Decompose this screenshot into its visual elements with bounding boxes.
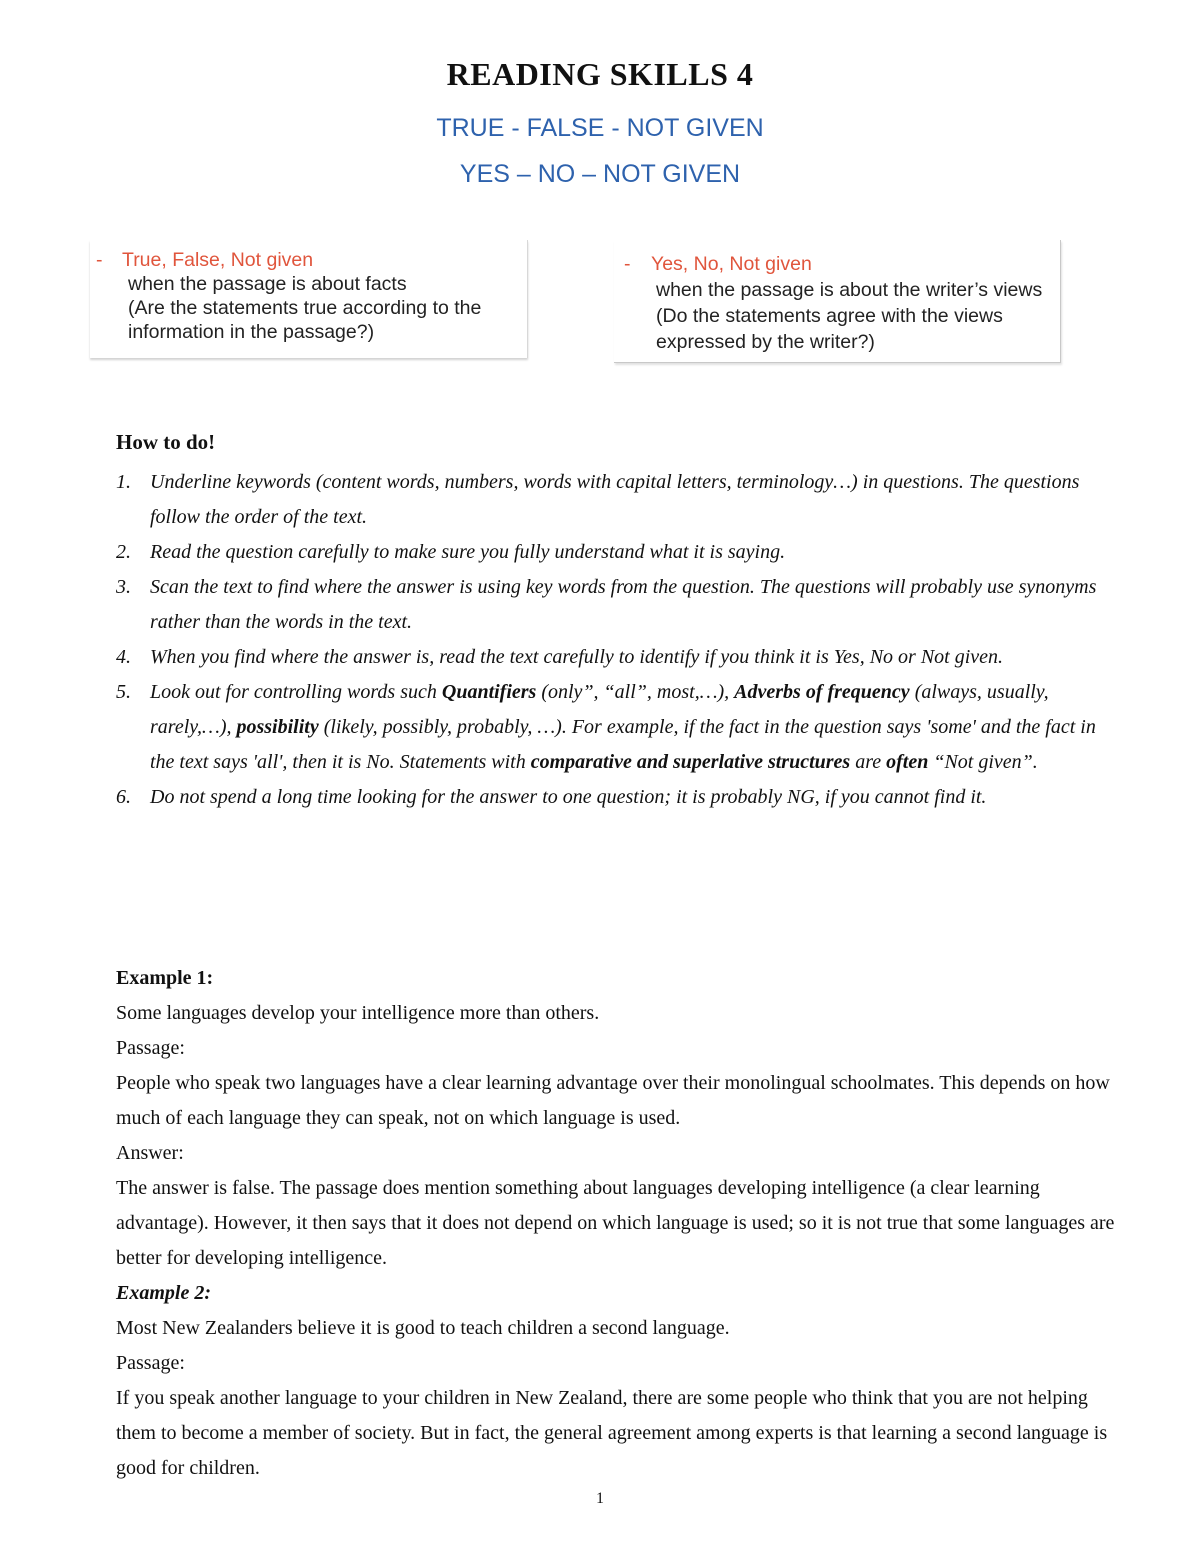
example-1-answer: The answer is false. The passage does mention something about languages developing intelligence (a clear learning advantage). However, it then says that it does not depend on which language is used; so it is not true that some languages are better for developing intelligence.	[116, 1177, 1115, 1269]
step-text-part: “Not given”.	[928, 751, 1038, 773]
subtitle-yes-no: YES – NO – NOT GIVEN	[459, 160, 741, 188]
page-title: READING SKILLS 4	[446, 56, 754, 92]
step-keyword: often	[886, 751, 929, 773]
step-text-part: Look out for controlling words such	[150, 681, 442, 703]
step-text: Scan the text to find where the answer is using key words from the question. The questions will probably use synonyms rather than the words in the text.	[150, 576, 1097, 633]
box-line: expressed by the writer?)	[656, 331, 875, 353]
step-text: When you find where the answer is, read the text carefully to identify if you think it is Yes, No or Not given.	[150, 646, 1004, 668]
list-item	[116, 570, 1116, 640]
example-1-statement: Some languages develop your intelligence more than others.	[116, 1002, 600, 1024]
step-keyword: comparative and superlative structures	[530, 751, 851, 773]
bullet-dash: -	[624, 253, 631, 275]
box-line: information in the passage?)	[128, 321, 375, 343]
example-2-passage-label: Passage:	[116, 1352, 185, 1374]
step-number: 1.	[116, 471, 131, 493]
box-line: (Do the statements agree with the views	[656, 305, 1003, 327]
step-number: 6.	[116, 786, 131, 808]
step-text-part: are	[850, 751, 887, 773]
step-number: 5.	[116, 681, 131, 703]
page-number: 1	[596, 1490, 604, 1507]
step-keyword: Adverbs of frequency	[734, 681, 910, 703]
step-text: Do not spend a long time looking for the answer to one question; it is probably NG, if you cannot find it.	[150, 786, 987, 808]
list-item	[116, 675, 1116, 780]
list-item	[116, 535, 1116, 570]
box-line: when the passage is about facts	[128, 273, 407, 295]
example-1-answer-label: Answer:	[116, 1142, 184, 1164]
list-item	[116, 465, 1116, 535]
info-box-true-false	[90, 240, 528, 358]
step-keyword: possibility	[236, 716, 319, 738]
step-text: Underline keywords (content words, numbers, words with capital letters, terminology…) in questions. The questions follow the order of the text.	[150, 471, 1080, 528]
subtitle-true-false: TRUE - FALSE - NOT GIVEN	[436, 114, 764, 142]
step-number: 4.	[116, 646, 131, 668]
step-text: Read the question carefully to make sure you fully understand what it is saying.	[150, 541, 786, 563]
examples-section	[116, 961, 1131, 1486]
info-box-yes-no	[614, 240, 1061, 363]
example-2-statement: Most New Zealanders believe it is good to teach children a second language.	[116, 1317, 730, 1339]
step-text-part: (only”, “all”, most,…),	[536, 681, 735, 703]
list-item	[116, 780, 1116, 815]
example-1-passage: People who speak two languages have a clear learning advantage over their monolingual schoolmates. This depends on how much of each language they can speak, not on which language is used.	[116, 1072, 1110, 1129]
step-number: 3.	[116, 576, 131, 598]
box-line: when the passage is about the writer’s views	[656, 279, 1043, 301]
example-2-passage: If you speak another language to your children in New Zealand, there are some people who think that you are not helping them to become a member of society. But in fact, the general agreement among experts is that learning a second language is good for children.	[116, 1387, 1108, 1479]
example-1-label: Example 1:	[116, 967, 214, 989]
step-text-part: (likely, possibly, probably, …). For example, if the fact in the question says 'some' and the fact in the text says 'all', then it is No. Statements with	[150, 716, 1096, 773]
step-keyword: Quantifiers	[441, 681, 537, 703]
box-heading: True, False, Not given	[122, 249, 314, 271]
list-item	[116, 640, 1116, 675]
how-to-heading: How to do!	[116, 430, 216, 454]
bullet-dash: -	[96, 249, 103, 271]
box-line: (Are the statements true according to the	[128, 297, 482, 319]
step-number: 2.	[116, 541, 131, 563]
box-heading: Yes, No, Not given	[651, 253, 812, 275]
step-text-part: (always, usually, rarely,…),	[150, 681, 1049, 738]
example-2-label: Example 2:	[116, 1282, 211, 1304]
steps-list	[116, 465, 1116, 815]
example-1-passage-label: Passage:	[116, 1037, 185, 1059]
